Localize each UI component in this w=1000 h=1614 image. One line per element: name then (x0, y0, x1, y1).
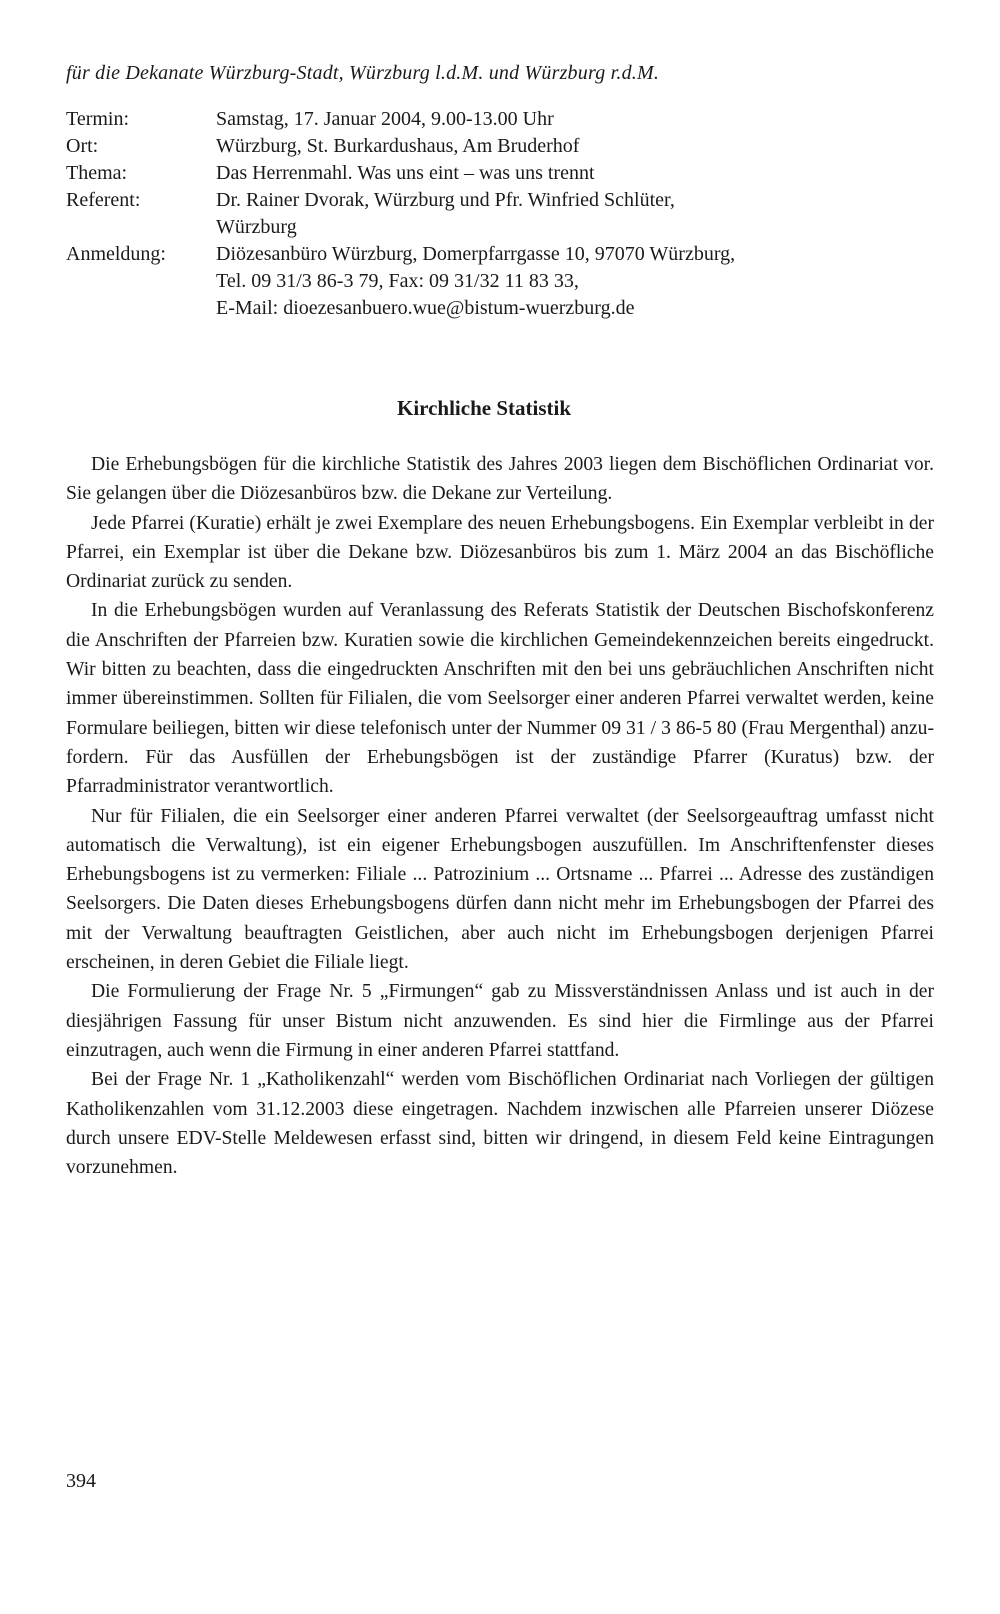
info-row-termin (66, 106, 946, 133)
referent-line-2: Würzburg (216, 216, 297, 238)
info-label-thema: Thema: (66, 162, 128, 184)
termin-value: Samstag, 17. Januar 2004, 9.00-13.00 Uhr (216, 108, 554, 130)
info-label-ort: Ort: (66, 135, 99, 157)
section-title: Kirchliche Statistik (396, 396, 572, 420)
info-row-ort (66, 133, 946, 160)
ort-value: Würzburg, St. Burkardushaus, Am Bruderhof (216, 135, 580, 157)
info-value-thema (216, 160, 946, 187)
info-value-anmeldung (216, 241, 946, 322)
info-value-ort (216, 133, 946, 160)
anmeldung-address: Diözesanbüro Würzburg, Domerpfarrgasse 10, 97070 Würzburg, (216, 243, 736, 265)
info-value-termin (216, 106, 946, 133)
info-label-referent: Referent: (66, 189, 141, 211)
paragraph: In die Erhebungsbögen wurden auf Veranlassung des Referats Statistik der Deutschen Bischofskonferenz die Anschriften der Pfarreien bzw. Kuratien sowie die kirchlichen Gemeindekennzeichen bereits eingedruckt. Wir bitten zu beachten, dass die eingedruckten Anschriften mit den bei uns gebräuchlichen Anschriften nicht immer übereinstimmen. Sollten für Filialen, die vom Seelsorger einer anderen Pfarrei verwaltet werden, keine Formulare beiliegen, bitten wir diese telefonisch unter der Nummer 09 31 / 3 86-5 80 (Frau Mergenthal) anzufordern. Für das Ausfüllen der Erhebungsbögen ist der zuständige Pfarrer (Kuratus) bzw. der Pfarradministrator verantwortlich. (66, 600, 934, 798)
info-row-thema (66, 160, 946, 187)
referent-line-1: Dr. Rainer Dvorak, Würzburg und Pfr. Winfried Schlüter, (216, 189, 675, 211)
anmeldung-email: E-Mail: dioezesanbuero.wue@bistum-wuerzburg.de (216, 297, 635, 319)
event-info-table (66, 106, 946, 322)
header-line: für die Dekanate Würzburg-Stadt, Würzburg l.d.M. und Würzburg r.d.M. (66, 62, 660, 84)
info-row-anmeldung (66, 241, 946, 322)
paragraph: Nur für Filialen, die ein Seelsorger einer anderen Pfarrei verwaltet (der Seelsorgeauftrag umfasst nicht automatisch die Verwaltung), ist ein eigener Erhebungsbogen auszufüllen. Im Anschriftenfenster dieses Erhebungsbogens ist zu vermerken: Filiale ... Patrozinium ... Ortsname ... Pfarrei ... Adresse des zuständigen Seelsorgers. Die Daten dieses Erhebungsbogens dürfen dann nicht mehr im Erhebungsbogen der Pfarrei des mit der Verwaltung beauftragten Geistlichen, aber auch nicht im Erhebungsbogen derjenigen Pfarrei erscheinen, in deren Gebiet die Filiale liegt. (66, 805, 934, 974)
paragraph: Die Formulierung der Frage Nr. 5 „Firmungen“ gab zu Missverständnissen Anlass und ist auch in der diesjährigen Fassung für unser Bistum nicht anzuwenden. Es sind hier die Firmlinge aus der Pfarrei einzutragen, auch wenn die Firmung in einer anderen Pfarrei stattfand. (66, 981, 934, 1061)
info-value-referent (216, 187, 946, 241)
info-row-referent (66, 187, 946, 241)
paragraph: Die Erhebungsbögen für die kirchliche Statistik des Jahres 2003 liegen dem Bischöflichen Ordinariat vor. Sie gelangen über die Diözesanbüros bzw. die Dekane zur Verteilung. (66, 454, 934, 505)
anmeldung-phone: Tel. 09 31/3 86-3 79, Fax: 09 31/32 11 83 33, (216, 270, 579, 292)
section-body (66, 450, 934, 1182)
info-label-termin: Termin: (66, 108, 130, 130)
paragraph: Bei der Frage Nr. 1 „Katholikenzahl“ werden vom Bischöflichen Ordinariat nach Vorliegen der gültigen Katholikenzahlen vom 31.12.2003 diese eingetragen. Nachdem inzwischen alle Pfarreien unserer Diözese durch unsere EDV-Stelle Meldewesen erfasst sind, bitten wir dringend, in diesem Feld keine Eintragungen vorzunehmen. (66, 1069, 934, 1179)
info-label-anmeldung: Anmeldung: (66, 243, 166, 265)
page-number: 394 (66, 1470, 96, 1492)
paragraph: Jede Pfarrei (Kuratie) erhält je zwei Exemplare des neuen Erhebungsbogens. Ein Exemplar verbleibt in der Pfarrei, ein Exemplar ist über die Dekane bzw. Diözesanbüros bis zum 1. März 2004 an das Bischöfliche Ordinariat zurück zu senden. (66, 512, 934, 593)
thema-value: Das Herrenmahl. Was uns eint – was uns trennt (216, 162, 595, 184)
